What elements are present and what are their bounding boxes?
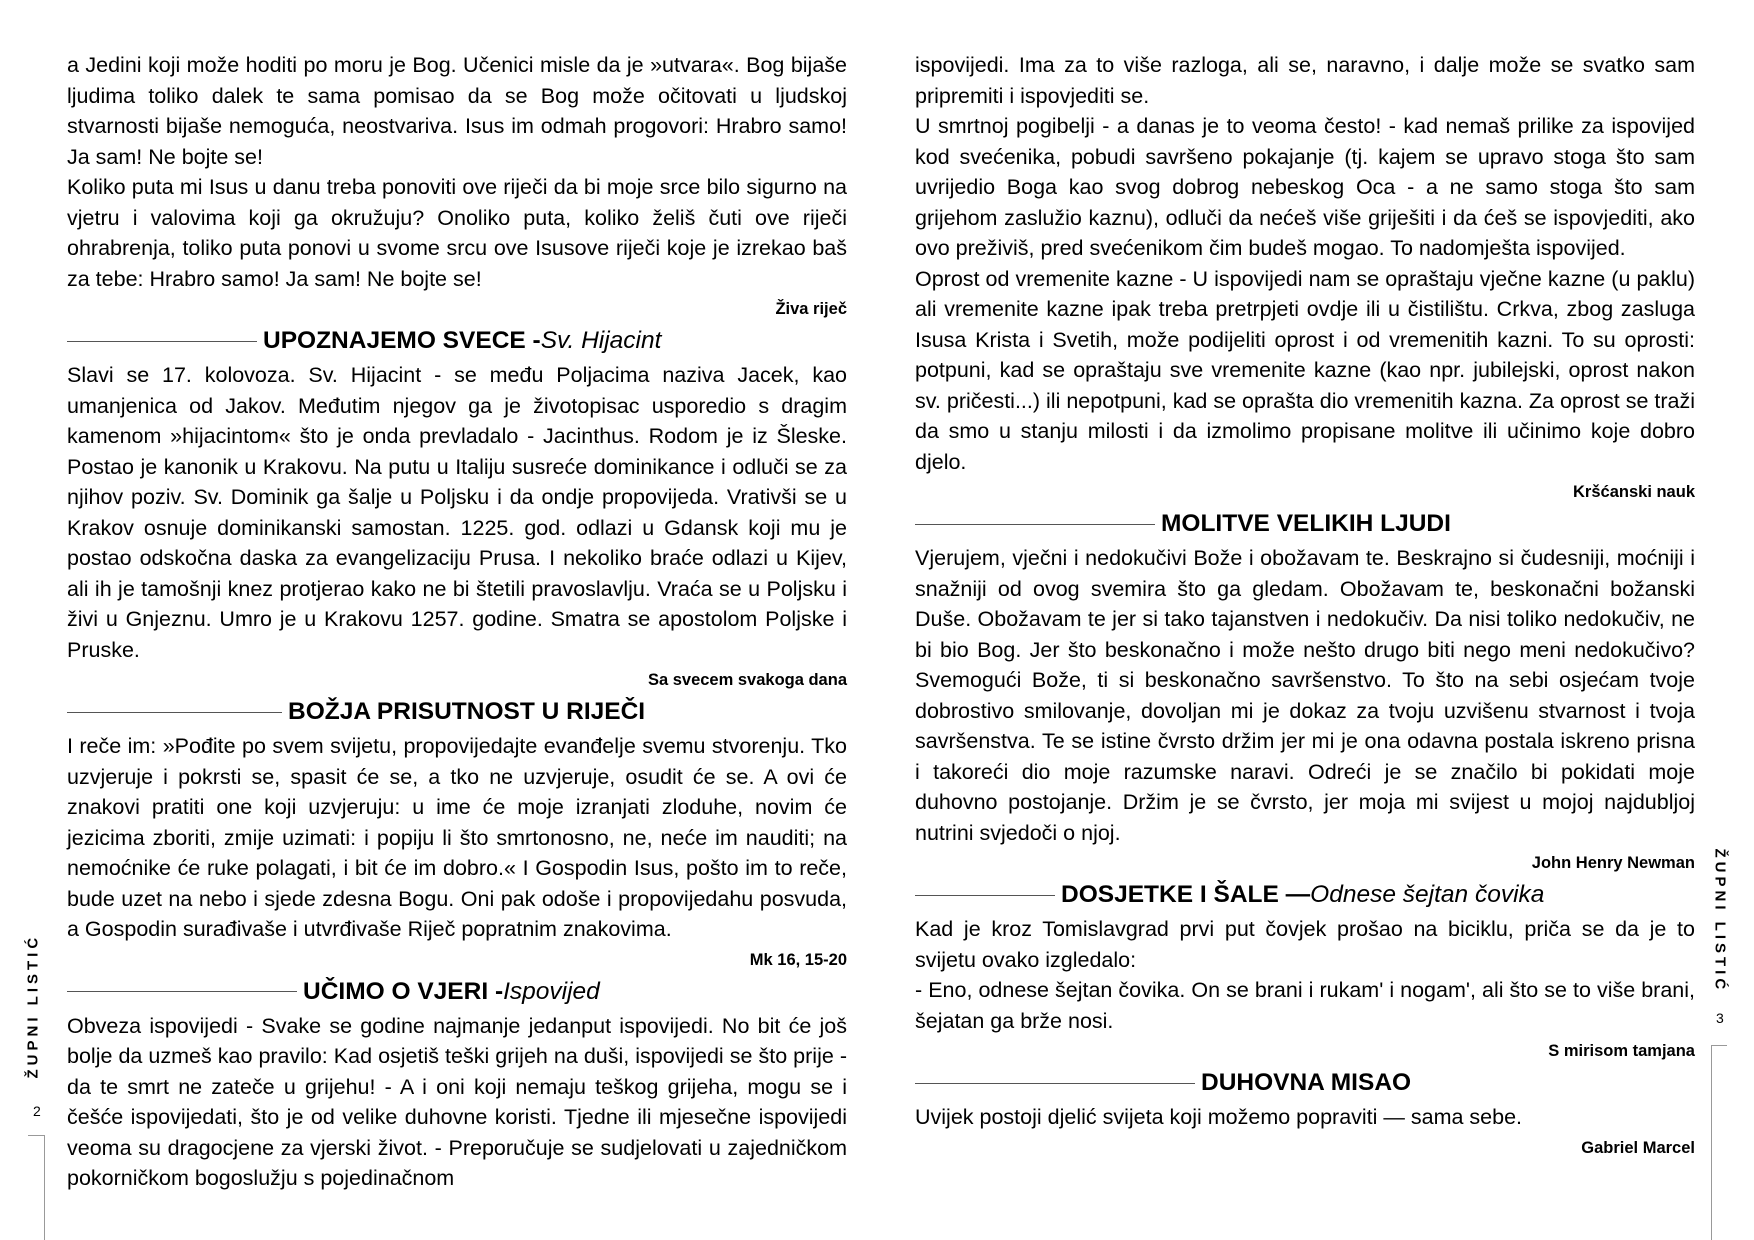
heading-rule [67, 712, 282, 713]
intro-paragraph: Koliko puta mi Isus u danu treba ponoviti ove riječi da bi moje srce bilo sigurno na vjetru i valovima koji ga okružuju? Onoliko puta, koliko želiš čuti ove riječi ohrabrenja, toliko puta ponovi u svome srcu ove Isusove riječi koje je izrekao baš za tebe: Hrabro samo! Ja sam! Ne bojte se! [67, 175, 847, 291]
intro-paragraph: a Jedini koji može hoditi po moru je Bog. Učenici misle da je »utvara«. Bog bijaše ljudima toliko dalek te sama pomisao da se Bog može očitovati u ljudskoj stvarnosti bijaše nemoguća, neostvariva. Isus im odmah progovori: Hrabro samo! Ja sam! Ne bojte se! [67, 53, 847, 169]
source-attribution: Sa svecem svakoga dana [647, 671, 847, 689]
side-rule [1711, 1045, 1712, 1240]
side-rule [1711, 1045, 1727, 1046]
saints-text: Slavi se 17. kolovoza. Sv. Hijacint - se među Poljacima naziva Jacek, kao umanjenica od Jakov. Međutim njegov ga je životopisac usporedio s dragim kamenom »hijacintom« što je onda prevladalo - Jacinthus. Rodom je iz Šleske. Postao je kanonik u Krakovu. Na putu u Italiju susreće dominikance i odluči se za njihov poziv. Sv. Dominik ga šalje u Poljsku i da ondje propovijeda. Vrativši se u Krakov osnuje dominikanski samostan. 1225. god. odlazi u Gdansk koji mu je postao odskočna daska za evangelizaciju Prusa. I nekoliko braće odlazi u Kijev, ali ih je tamošnji knez protjerao kako ne bi štetili pravoslavlju. Vraća se u Poljsku i živi u Gnjeznu. Umro je u Krakovu 1257. godine. Smatra se apostolom Poljske i Pruske. [67, 363, 847, 662]
heading-rule [915, 1083, 1195, 1084]
heading-subtitle: Ispovijed [503, 977, 600, 1005]
left-column [67, 50, 847, 1194]
heading-title: UČIMO O VJERI - [303, 977, 504, 1005]
section-heading-word [67, 695, 847, 729]
section-heading-saints [67, 324, 847, 358]
jokes-paragraph: - Eno, odnese šejtan čovika. On se brani i rukam' i nogam', ali što se to više brani, šejatan ga brže nosi. [915, 978, 1695, 1033]
section-heading-prayer [915, 507, 1695, 541]
heading-rule [67, 341, 257, 342]
heading-title: BOŽJA PRISUTNOST U RIJEČI [288, 698, 646, 725]
side-label-left: ŽUPNI LISTIĆ [24, 933, 42, 1079]
side-rule [44, 1135, 45, 1240]
page-number-right: 3 [1716, 1010, 1724, 1026]
thought-text: Uvijek postoji djelić svijeta koji možemo popraviti — sama sebe. [915, 1105, 1523, 1129]
right-column [915, 50, 1695, 1163]
source-attribution: Mk 16, 15-20 [749, 950, 847, 969]
heading-subtitle: Sv. Hijacint [540, 327, 662, 354]
section-heading-jokes [915, 878, 1695, 912]
source-attribution: S mirisom tamjana [1548, 1042, 1695, 1060]
heading-title: UPOZNAJEMO SVECE - [263, 327, 541, 354]
heading-subtitle: Odnese šejtan čovika [1310, 881, 1545, 908]
jokes-paragraph: Kad je kroz Tomislavgrad prvi put čovjek prošao na biciklu, priča se da je to svijetu ovako izgledalo: [915, 917, 1695, 972]
confession-paragraph: Oprost od vremenite kazne - U ispovijedi nam se opraštaju vječne kazne (u paklu) ali vremenite kazne ipak treba pretrpjeti ovdje ili u čistilištu. Crkva, zbog zasluga Isusa Krista i Svetih, može podijeliti oprost i od vremenitih kazni. To su oprosti: potpuni, kad se opraštaju sve vremenite kazne (kao npr. jubilejski, oprost nakon sv. pričesti...) ili nepotpuni, kad se oprašta dio vremenitih kazna. Za oprost se traži da smo u stanju milosti i da izmolimo propisane molitve ili učinimo koje dobro djelo. [915, 266, 1695, 474]
side-rule [28, 1135, 44, 1136]
side-label-right: ŽUPNI LISTIĆ [1711, 848, 1729, 994]
source-attribution: Kršćanski nauk [1573, 483, 1695, 501]
heading-rule [915, 895, 1055, 896]
section-heading-thought [915, 1066, 1695, 1100]
source-attribution: John Henry Newman [1531, 854, 1695, 872]
confession-paragraph: ispovijedi. Ima za to više razloga, ali se, naravno, i dalje može se svatko sam pripremiti i ispovjediti se. [915, 53, 1695, 108]
section-heading-faith [67, 975, 847, 1009]
heading-rule [915, 524, 1155, 525]
heading-title: DUHOVNA MISAO [1201, 1069, 1412, 1096]
heading-title: MOLITVE VELIKIH LJUDI [1161, 510, 1451, 537]
source-attribution: Gabriel Marcel [1581, 1138, 1695, 1157]
faith-text: Obveza ispovijedi - Svake se godine najmanje jedanput ispovijedi. No bit će još bolje da uzmeš kao pravilo: Kad osjetiš teški grijeh na duši, ispovijedi se što prije - da te smrt ne zateče u grijehu! - A i oni koji nemaju teškog grijeha, mogu se i češće ispovijedati, što je od velike duhovne koristi. Tjedne ili mjesečne ispovijedi veoma su dragocjene za vjerski život. - Preporučuje se sudjelovati u zajedničkom pokorničkom bogoslužju s pojedinačnom [67, 1013, 847, 1190]
confession-paragraph: U smrtnoj pogibelji - a danas je to veoma često! - kad nemaš prilike za ispovijed kod svećenika, pobudi savršeno pokajanje (tj. kajem se upravo stoga što sam uvrijedio Boga kao svog dobrog nebeskog Oca - a ne samo stoga što sam grijehom zaslužio kaznu), odluči da nećeš više griješiti i da ćeš se ispovjediti, ako ovo preživiš, pred svećenikom čim budeš mogao. To nadomješta ispovijed. [915, 114, 1695, 260]
source-attribution: Živa riječ [775, 300, 847, 318]
heading-title: DOSJETKE I ŠALE — [1061, 881, 1311, 908]
prayer-text: Vjerujem, vječni i nedokučivi Bože i obožavam te. Beskrajno si čudesniji, moćniji i snažniji od ovog svemira što ga gledam. Obožavam te, beskonačni božanski Duše. Obožavam te jer si tako tajanstven i nedokučiv. Da nisi toliko nedokučiv, ne bi bio Bog. Jer što beskonačno i može nešto drugo biti nego meni nedokučivo? Svemogući Bože, ti si beskonačno savršenstvo. To što na sebi osjećam tvoje dobrostivo smilovanje, dovoljan mi je dokaz za tvoju uzvišenu stvarnost i tvoja savršenstva. Te se istine čvrsto držim jer mi je ona odavna postala iskreno prisna i takoreći dio moje razumske naravi. Odreći je se značilo bi pokidati moje duhovno postojanje. Držim je se čvrsto, jer moja mi svijest u mojoj najdubljoj nutrini svjedoči o njoj. [915, 546, 1695, 845]
word-text: I reče im: »Pođite po svem svijetu, propovijedajte evanđelje svemu stvorenju. Tko uzvjeruje i pokrsti se, spasit će se, a tko ne uzvjeruje, osudit će se. A ovi će znakovi pratiti one koji uzvjeruju: u ime će moje izranjati zloduhe, novim će jezicima zboriti, zmije uzimati: i popiju li što smrtonosno, ne, neće im nauditi; na nemoćnike će ruke polagati, i bit će im dobro.« I Gospodin Isus, pošto im to reče, bude uzet na nebo i sjede zdesna Bogu. Oni pak odoše i propovijedahu posvuda, a Gospodin surađivaše i utvrđivaše Riječ popratnim znakovima. [67, 734, 847, 941]
page-number-left: 2 [33, 1103, 41, 1119]
heading-rule [67, 991, 297, 992]
